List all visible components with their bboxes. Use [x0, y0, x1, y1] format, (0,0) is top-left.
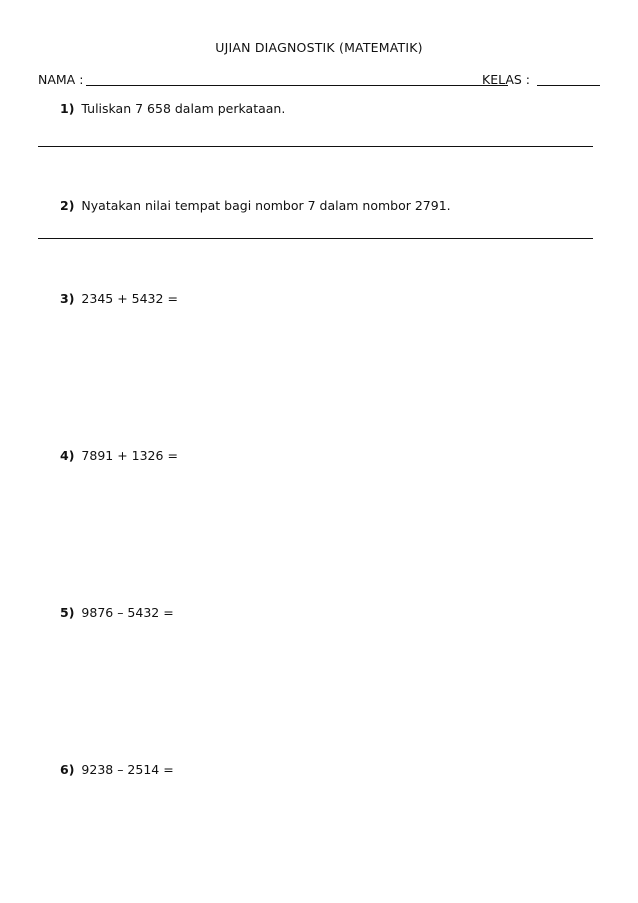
name-answer-line — [86, 85, 508, 86]
question-text: 2345 + 5432 = — [81, 291, 178, 306]
answer-line-2 — [38, 238, 593, 239]
answer-line-1 — [38, 146, 593, 147]
question-text: 9876 – 5432 = — [81, 605, 174, 620]
question-text: Tuliskan 7 658 dalam perkataan. — [81, 101, 286, 116]
page-title: UJIAN DIAGNOSTIK (MATEMATIK) — [215, 40, 423, 55]
question-3 — [60, 291, 178, 306]
question-number: 2) — [60, 198, 75, 213]
question-number: 1) — [60, 101, 75, 116]
question-text: 9238 – 2514 = — [81, 762, 174, 777]
question-number: 3) — [60, 291, 75, 306]
class-label: KELAS : — [482, 72, 531, 87]
question-6 — [60, 762, 174, 777]
question-text: Nyatakan nilai tempat bagi nombor 7 dalam nombor 2791. — [81, 198, 451, 213]
name-label: NAMA : — [38, 72, 84, 87]
question-1 — [60, 101, 285, 116]
question-2 — [60, 198, 451, 213]
question-text: 7891 + 1326 = — [81, 448, 178, 463]
question-5 — [60, 605, 174, 620]
question-number: 6) — [60, 762, 75, 777]
question-4 — [60, 448, 178, 463]
question-number: 4) — [60, 448, 75, 463]
question-number: 5) — [60, 605, 75, 620]
class-answer-line — [537, 85, 600, 86]
name-class-row — [38, 72, 600, 90]
